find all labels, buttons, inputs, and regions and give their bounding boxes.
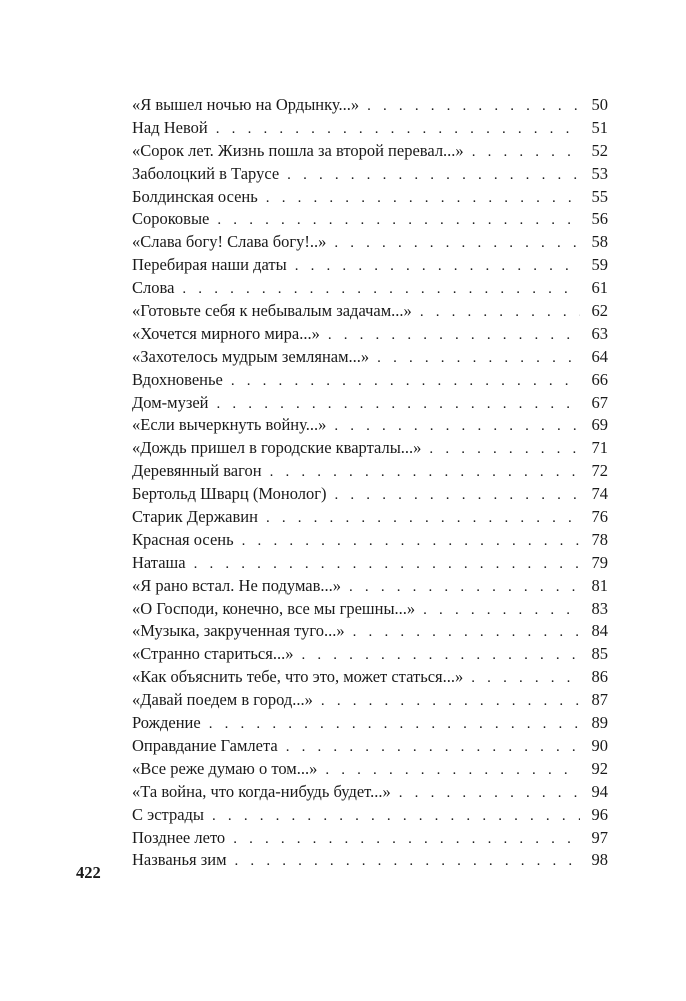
- toc-entry-page: 86: [591, 667, 608, 687]
- toc-entry-title: Над Невой: [132, 117, 208, 137]
- toc-entry: [132, 414, 608, 437]
- toc-entry: [132, 620, 608, 643]
- dot-leader: [367, 95, 580, 118]
- dot-leader: [287, 164, 580, 187]
- toc-entry: [132, 804, 608, 827]
- toc-entry: [132, 483, 608, 506]
- dot-leader: [377, 347, 580, 370]
- page-number: 422: [76, 863, 101, 882]
- dot-leader: [472, 141, 580, 164]
- toc-entry-page: 61: [591, 278, 608, 298]
- toc-entry-page: 72: [591, 461, 608, 481]
- toc-entry-page: 74: [591, 484, 608, 504]
- toc-entry-page: 64: [591, 346, 608, 366]
- toc-entry-title: «Та война, что когда-нибудь будет...»: [132, 781, 391, 801]
- toc-entry: [132, 598, 608, 621]
- toc-entry-page: 76: [591, 507, 608, 527]
- toc-entry: [132, 529, 608, 552]
- toc-entry-title: Позднее лето: [132, 827, 226, 847]
- dot-leader: [233, 828, 580, 851]
- toc-entry: [132, 254, 608, 277]
- toc-entry-title: Деревянный вагон: [132, 461, 262, 481]
- toc-entry-page: 63: [591, 323, 608, 343]
- toc-entry-title: Вдохновенье: [132, 369, 223, 389]
- toc-entry: [132, 849, 608, 872]
- toc-entry-title: «Давай поедем в город...»: [132, 690, 313, 710]
- toc-entry: [132, 392, 608, 415]
- toc-entry: [132, 437, 608, 460]
- dot-leader: [471, 667, 580, 690]
- dot-leader: [286, 736, 580, 759]
- toc-entry: [132, 277, 608, 300]
- toc-entry: [132, 300, 608, 323]
- toc-entry: [132, 163, 608, 186]
- dot-leader: [212, 805, 580, 828]
- dot-leader: [235, 850, 580, 873]
- table-of-contents: [132, 94, 608, 872]
- dot-leader: [349, 576, 580, 599]
- dot-leader: [209, 713, 580, 736]
- toc-entry-title: Красная осень: [132, 529, 234, 549]
- toc-entry-page: 52: [591, 140, 608, 160]
- toc-entry-page: 79: [591, 552, 608, 572]
- toc-entry: [132, 117, 608, 140]
- dot-leader: [266, 187, 580, 210]
- toc-entry-title: Рождение: [132, 713, 201, 733]
- dot-leader: [194, 553, 580, 576]
- toc-entry: [132, 369, 608, 392]
- toc-entry: [132, 781, 608, 804]
- dot-leader: [295, 255, 580, 278]
- toc-entry-title: «Готовьте себя к небывалым задачам...»: [132, 301, 412, 321]
- toc-entry-title: Заболоцкий в Тарусе: [132, 163, 280, 183]
- dot-leader: [321, 690, 580, 713]
- toc-entry-title: «Захотелось мудрым землянам...»: [132, 346, 370, 366]
- toc-entry-page: 58: [591, 232, 608, 252]
- toc-entry: [132, 506, 608, 529]
- toc-entry: [132, 712, 608, 735]
- dot-leader: [420, 301, 580, 324]
- toc-entry-page: 83: [591, 598, 608, 618]
- dot-leader: [270, 461, 580, 484]
- toc-entry: [132, 323, 608, 346]
- toc-entry-title: Болдинская осень: [132, 186, 258, 206]
- toc-entry-title: «Дождь пришел в городские кварталы...»: [132, 438, 422, 458]
- toc-entry: [132, 827, 608, 850]
- toc-entry-page: 87: [591, 690, 608, 710]
- toc-entry-title: «Я рано встал. Не подумав...»: [132, 575, 342, 595]
- dot-leader: [335, 484, 581, 507]
- dot-leader: [266, 507, 580, 530]
- toc-entry-title: Названья зим: [132, 850, 227, 870]
- toc-entry-page: 56: [591, 209, 608, 229]
- dot-leader: [325, 759, 580, 782]
- dot-leader: [423, 599, 580, 622]
- toc-entry-title: С эстрады: [132, 804, 205, 824]
- toc-entry-page: 66: [591, 369, 608, 389]
- toc-entry-page: 85: [591, 644, 608, 664]
- dot-leader: [217, 393, 581, 416]
- toc-entry-page: 69: [591, 415, 608, 435]
- toc-entry-title: «Хочется мирного мира...»: [132, 323, 320, 343]
- toc-entry: [132, 231, 608, 254]
- dot-leader: [301, 644, 580, 667]
- toc-entry: [132, 346, 608, 369]
- toc-entry-title: «Слава богу! Слава богу!..»: [132, 232, 327, 252]
- toc-entry-page: 90: [591, 735, 608, 755]
- toc-entry-page: 89: [591, 713, 608, 733]
- toc-entry-page: 55: [591, 186, 608, 206]
- toc-entry-title: Бертольд Шварц (Монолог): [132, 484, 327, 504]
- toc-entry: [132, 140, 608, 163]
- toc-entry: [132, 94, 608, 117]
- toc-entry-title: «Странно стариться...»: [132, 644, 294, 664]
- toc-entry-page: 78: [591, 529, 608, 549]
- toc-entry-page: 98: [591, 850, 608, 870]
- toc-entry: [132, 460, 608, 483]
- toc-entry-title: Перебирая наши даты: [132, 255, 287, 275]
- toc-entry-page: 94: [591, 781, 608, 801]
- toc-entry-title: «Если вычеркнуть войну...»: [132, 415, 327, 435]
- toc-entry-page: 67: [591, 392, 608, 412]
- toc-entry-title: «О Господи, конечно, все мы грешны...»: [132, 598, 416, 618]
- toc-entry-title: Старик Державин: [132, 507, 258, 527]
- toc-entry-page: 92: [591, 758, 608, 778]
- dot-leader: [216, 118, 580, 141]
- toc-entry: [132, 735, 608, 758]
- toc-entry-page: 71: [591, 438, 608, 458]
- toc-entry-title: «Все реже думаю о том...»: [132, 758, 318, 778]
- toc-entry-title: «Музыка, закрученная туго...»: [132, 621, 345, 641]
- toc-entry-title: Слова: [132, 278, 175, 298]
- dot-leader: [334, 415, 580, 438]
- toc-entry: [132, 208, 608, 231]
- toc-entry: [132, 758, 608, 781]
- toc-entry-title: «Я вышел ночью на Ордынку...»: [132, 95, 360, 114]
- toc-entry: [132, 575, 608, 598]
- dot-leader: [399, 782, 580, 805]
- dot-leader: [182, 278, 580, 301]
- toc-entry-page: 53: [591, 163, 608, 183]
- dot-leader: [231, 370, 580, 393]
- toc-entry-page: 96: [591, 804, 608, 824]
- toc-entry-page: 51: [591, 117, 608, 137]
- toc-entry-page: 97: [591, 827, 608, 847]
- dot-leader: [217, 209, 580, 232]
- toc-entry: [132, 689, 608, 712]
- toc-entry-page: 84: [591, 621, 608, 641]
- toc-entry-page: 81: [591, 575, 608, 595]
- dot-leader: [429, 438, 580, 461]
- toc-entry-page: 50: [591, 95, 608, 114]
- toc-entry-title: Наташа: [132, 552, 186, 572]
- toc-entry-title: «Как объяснить тебе, что это, может статься...»: [132, 667, 464, 687]
- dot-leader: [328, 324, 580, 347]
- toc-entry-page: 62: [591, 301, 608, 321]
- dot-leader: [334, 232, 580, 255]
- toc-entry-title: Дом-музей: [132, 392, 209, 412]
- toc-entry-title: Сороковые: [132, 209, 210, 229]
- toc-entry-page: 59: [591, 255, 608, 275]
- dot-leader: [242, 530, 580, 553]
- toc-entry: [132, 552, 608, 575]
- toc-entry-title: Оправдание Гамлета: [132, 735, 278, 755]
- toc-entry: [132, 666, 608, 689]
- toc-entry-title: «Сорок лет. Жизнь пошла за второй перевал...»: [132, 140, 464, 160]
- toc-entry: [132, 186, 608, 209]
- toc-entry: [132, 643, 608, 666]
- dot-leader: [353, 621, 580, 644]
